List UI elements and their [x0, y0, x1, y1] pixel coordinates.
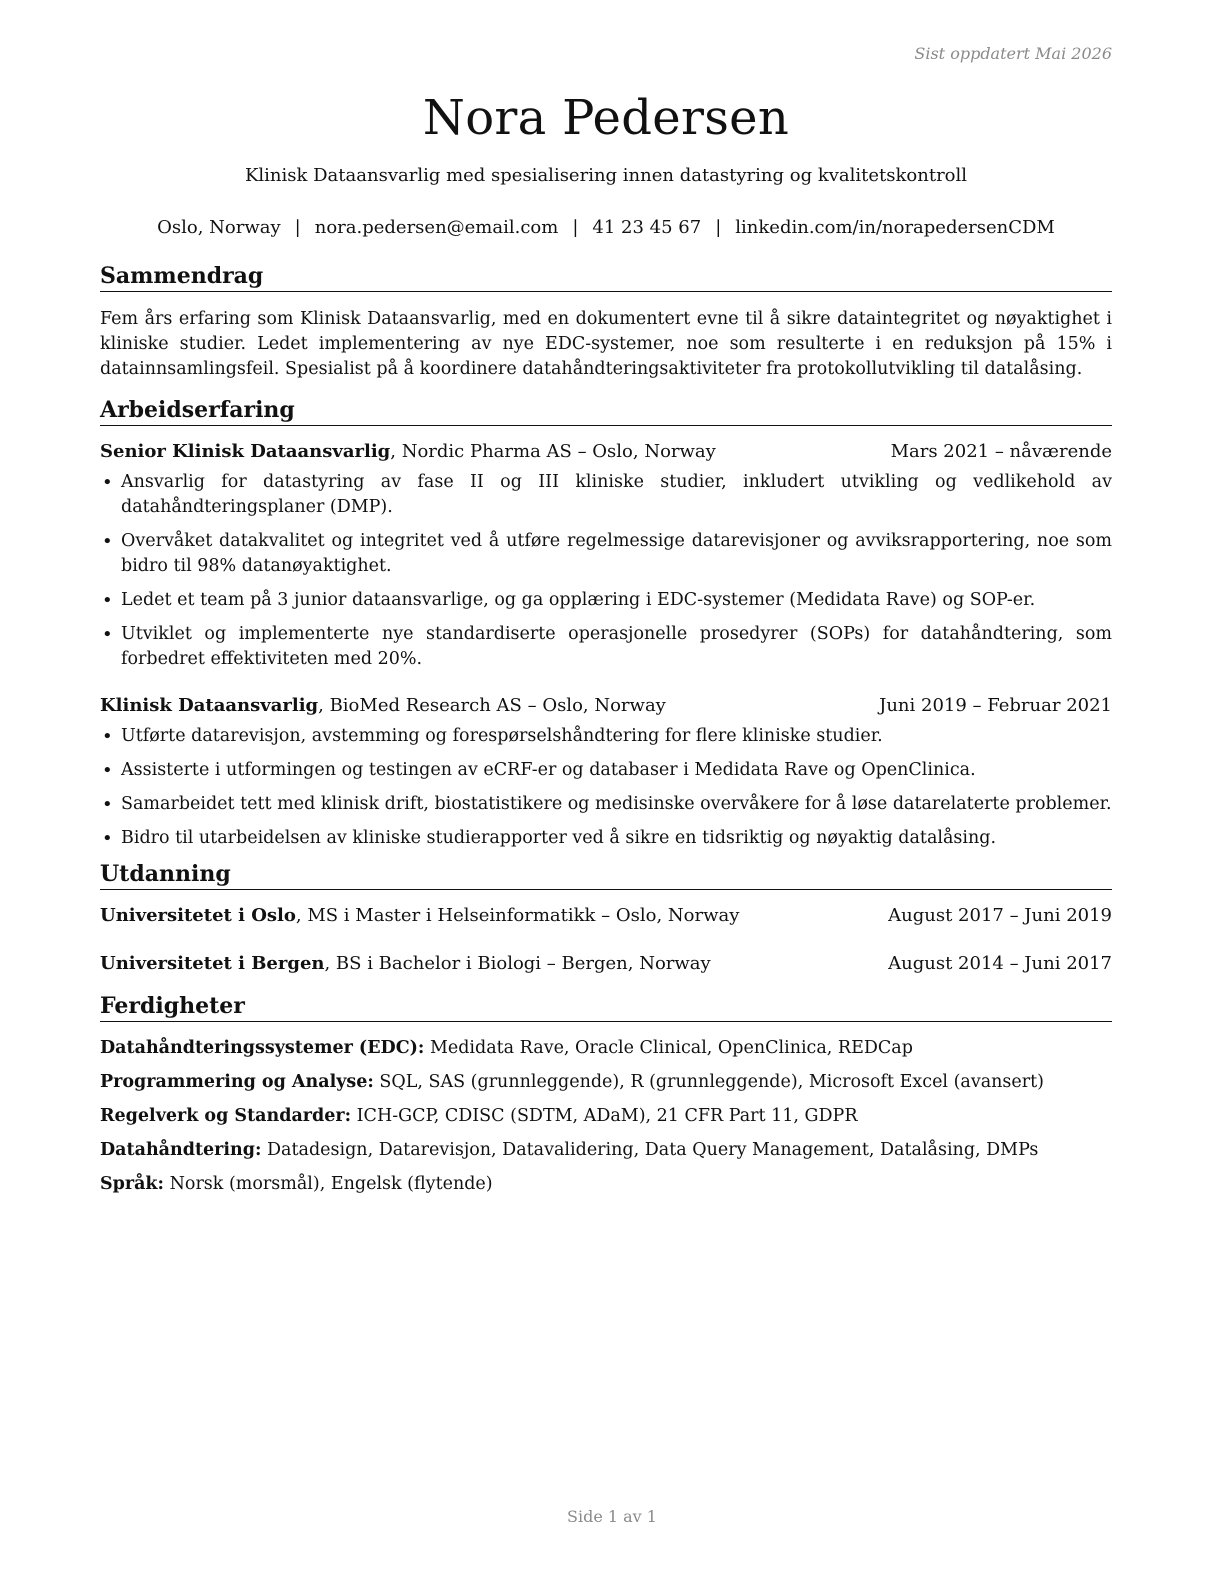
skills-list [100, 1036, 1112, 1197]
bullet-item: • Samarbeidet tett med klinisk drift, biostatistikere og medisinske overvåkere for å løse datarelaterte problemer. [100, 792, 1112, 817]
bullet-item: • Utførte datarevisjon, avstemming og forespørselshåndtering for flere kliniske studier. [100, 724, 1112, 749]
job-role: Senior Klinisk Dataansvarlig [100, 441, 391, 462]
last-updated: Sist oppdatert Mai 2026 [914, 44, 1112, 63]
job-header [100, 440, 1112, 464]
section-title-skills: Ferdigheter [100, 992, 1112, 1022]
bullet-item: • Ledet et team på 3 junior dataansvarlige, og ga opplæring i EDC-systemer (Medidata Rave) og SOP-er. [100, 588, 1112, 613]
job-role: Klinisk Dataansvarlig [100, 695, 319, 716]
section-title-summary: Sammendrag [100, 262, 1112, 292]
skill-line [100, 1138, 1112, 1163]
contact-phone: 41 23 45 67 [592, 217, 702, 238]
education-entry [100, 952, 1112, 976]
job-header [100, 694, 1112, 718]
tagline: Klinisk Dataansvarlig med spesialisering innen datastyring og kvalitetskontroll [244, 165, 968, 186]
bullet-item: • Ansvarlig for datastyring av fase II og III kliniske studier, inkludert utvikling og vedlikehold av datahåndteringsplaner (DMP). [100, 470, 1112, 520]
section-title-education: Utdanning [100, 860, 1112, 890]
job-title-line [100, 694, 666, 718]
education-title-line [100, 904, 739, 928]
contact-separator: | [294, 217, 301, 238]
job-employer: , BioMed Research AS – Oslo, Norway [318, 695, 666, 716]
skill-value: Datadesign, Datarevisjon, Datavalidering, Data Query Management, Datalåsing, DMPs [261, 1140, 1039, 1160]
contact-separator: | [715, 217, 722, 238]
page-number: Side 1 av 1 [567, 1507, 657, 1526]
contact-line [100, 216, 1112, 240]
job-dates: Mars 2021 – nåværende [890, 441, 1112, 462]
skill-value: ICH-GCP, CDISC (SDTM, ADaM), 21 CFR Part 11, GDPR [351, 1106, 858, 1126]
education-dates: August 2017 – Juni 2019 [888, 905, 1112, 926]
skill-label: Regelverk og Standarder: [100, 1106, 352, 1126]
education-title-line [100, 952, 711, 976]
skill-value: Medidata Rave, Oracle Clinical, OpenClinica, REDCap [424, 1038, 913, 1058]
education-school: Universitetet i Oslo [100, 905, 296, 926]
skill-label: Datahåndteringssystemer (EDC): [100, 1038, 425, 1058]
summary-text: Fem års erfaring som Klinisk Dataansvarlig, med en dokumentert evne til å sikre dataintegritet og nøyaktighet i kliniske studier. Ledet implementering av nye EDC-systemer, noe som resulterte i en reduksjon på 15% i datainnsamlingsfeil. Spesialist på å koordinere datahåndteringsaktiviteter fra protokollutvikling til datalåsing. [100, 309, 1112, 379]
skill-line [100, 1172, 1112, 1197]
contact-email[interactable]: nora.pedersen@email.com [314, 217, 559, 238]
education-dates: August 2014 – Juni 2017 [888, 953, 1112, 974]
job-dates: Juni 2019 – Februar 2021 [879, 695, 1112, 716]
education-school: Universitetet i Bergen [100, 953, 325, 974]
candidate-name: Nora Pedersen [422, 90, 790, 146]
education-section [100, 860, 1112, 976]
bullet-item: • Bidro til utarbeidelsen av kliniske studierapporter ved å sikre en tidsriktig og nøyaktig datalåsing. [100, 826, 1112, 851]
contact-location: Oslo, Norway [157, 217, 281, 238]
experience-section [100, 396, 1112, 851]
education-detail: , BS i Bachelor i Biologi – Bergen, Norway [324, 953, 711, 974]
skill-label: Språk: [100, 1174, 165, 1194]
summary-section [100, 262, 1112, 382]
contact-separator: | [572, 217, 579, 238]
education-entry [100, 904, 1112, 928]
section-title-experience: Arbeidserfaring [100, 396, 1112, 426]
job-entry [100, 694, 1112, 851]
skill-line [100, 1036, 1112, 1061]
job-bullets [100, 724, 1112, 851]
skill-line [100, 1104, 1112, 1129]
job-employer: , Nordic Pharma AS – Oslo, Norway [390, 441, 716, 462]
bullet-item: • Utviklet og implementerte nye standardiserte operasjonelle prosedyrer (SOPs) for datahåndtering, som forbedret effektiviteten med 20%. [100, 622, 1112, 672]
skills-section [100, 992, 1112, 1197]
bullet-item: • Assisterte i utformingen og testingen av eCRF-er og databaser i Medidata Rave og OpenClinica. [100, 758, 1112, 783]
job-entry [100, 440, 1112, 672]
bullet-item: • Overvåket datakvalitet og integritet ved å utføre regelmessige datarevisjoner og avviksrapportering, noe som bidro til 98% datanøyaktighet. [100, 529, 1112, 579]
job-bullets [100, 470, 1112, 672]
contact-linkedin[interactable]: linkedin.com/in/norapedersenCDM [735, 217, 1055, 238]
skill-label: Programmering og Analyse: [100, 1072, 374, 1092]
job-title-line [100, 440, 716, 464]
education-detail: , MS i Master i Helseinformatikk – Oslo, Norway [295, 905, 740, 926]
skill-value: SQL, SAS (grunnleggende), R (grunnleggende), Microsoft Excel (avansert) [373, 1072, 1044, 1092]
skill-line [100, 1070, 1112, 1095]
skill-label: Datahåndtering: [100, 1140, 262, 1160]
skill-value: Norsk (morsmål), Engelsk (flytende) [164, 1174, 493, 1194]
